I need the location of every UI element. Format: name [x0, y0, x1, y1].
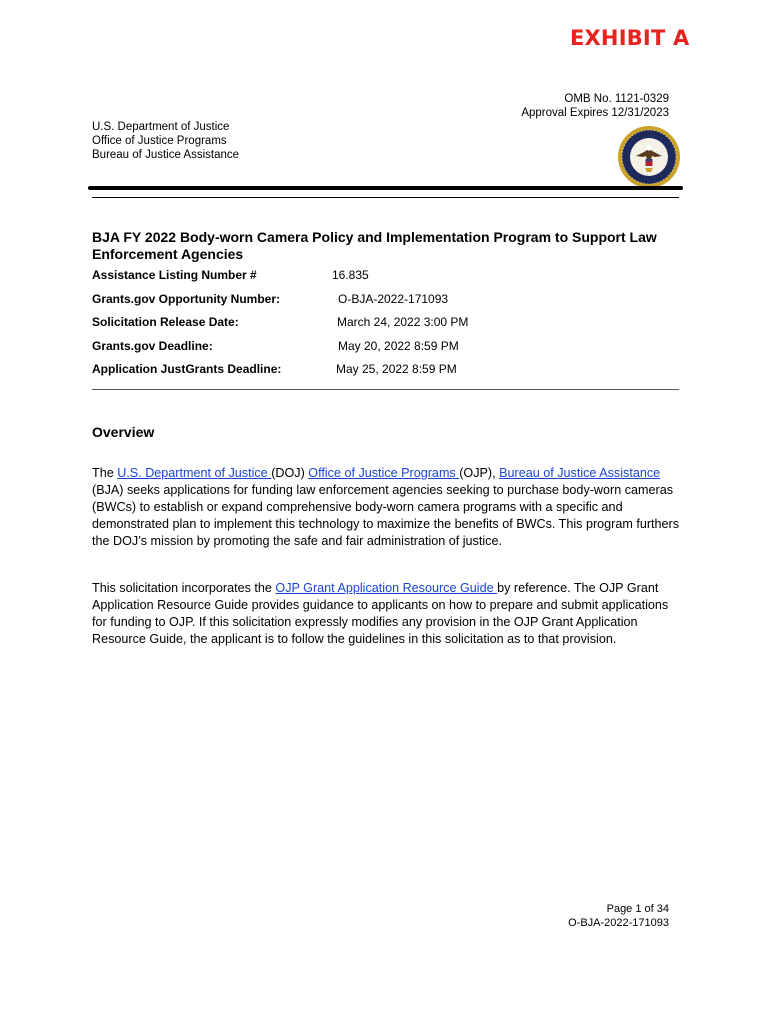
text-run: by reference. The OJP Grant Application Resource Guide provides guidance to applicants on how to prepare and submit applications for funding to OJP. If this solicitation expressly modifies any provision in the OJP Grant Application Resource Guide, the applicant is to follow the guidelines in this solicitation as to that provision.: [92, 581, 669, 646]
fact-label: Assistance Listing Number #: [92, 268, 257, 282]
fact-label: Application JustGrants Deadline:: [92, 362, 282, 376]
omb-block: [521, 92, 669, 120]
doj-seal-icon: [617, 125, 681, 189]
fact-value: March 24, 2022 3:00 PM: [337, 315, 469, 329]
department-name: U.S. Department of Justice: [92, 121, 230, 133]
header-rule-thin: [92, 197, 679, 198]
page-footer: [568, 902, 669, 930]
overview-heading: Overview: [92, 424, 155, 440]
text-run: (OJP),: [459, 466, 500, 480]
solicitation-facts: [92, 268, 679, 386]
fact-label: Grants.gov Deadline:: [92, 338, 213, 353]
text-run: (DOJ): [271, 466, 309, 480]
facts-divider: [92, 389, 679, 390]
exhibit-label: EXHIBIT A: [570, 26, 690, 50]
department-block: [92, 120, 239, 162]
fact-value: May 20, 2022 8:59 PM: [338, 338, 459, 353]
fact-label: Solicitation Release Date:: [92, 315, 239, 329]
office-name: Office of Justice Programs: [92, 135, 227, 147]
omb-expires: Approval Expires 12/31/2023: [521, 107, 669, 119]
ojp-link[interactable]: Office of Justice Programs: [308, 466, 460, 480]
text-run: (BJA) seeks applications for funding law enforcement agencies seeking to purchase body-worn cameras (BWCs) to establish or expand comprehensive body-worn camera programs with a specific and demonstrated plan to implement this technology to maximize the benefits of BWCs. This program furthers the DOJ’s mission by promoting the safe and fair administration of justice.: [92, 482, 680, 548]
text-run: This solicitation incorporates the: [92, 581, 276, 595]
fact-row: [92, 315, 679, 339]
fact-row: [92, 268, 679, 292]
page-number: Page 1 of 34: [606, 903, 669, 915]
omb-number: OMB No. 1121-0329: [564, 93, 669, 105]
fact-row: [92, 362, 679, 386]
text-run: The: [92, 466, 118, 480]
overview-paragraph-2: [92, 580, 680, 648]
solicitation-title: BJA FY 2022 Body-worn Camera Policy and Implementation Program to Support Law Enforcement Agencies: [92, 229, 657, 262]
fact-value: O-BJA-2022-171093: [338, 291, 449, 306]
overview-paragraph-1: [92, 465, 680, 550]
footer-solicitation-id: O-BJA-2022-171093: [568, 917, 669, 929]
doj-link[interactable]: U.S. Department of Justice: [117, 466, 272, 480]
bja-link[interactable]: Bureau of Justice Assistance: [499, 466, 661, 480]
fact-value: May 25, 2022 8:59 PM: [336, 362, 457, 376]
header-rule-thick: [88, 186, 683, 190]
fact-row: [92, 292, 679, 316]
bureau-name: Bureau of Justice Assistance: [92, 149, 240, 161]
fact-label: Grants.gov Opportunity Number:: [92, 291, 281, 306]
resource-guide-link[interactable]: OJP Grant Application Resource Guide: [275, 581, 498, 595]
fact-value: 16.835: [332, 268, 369, 282]
fact-row: [92, 339, 679, 363]
